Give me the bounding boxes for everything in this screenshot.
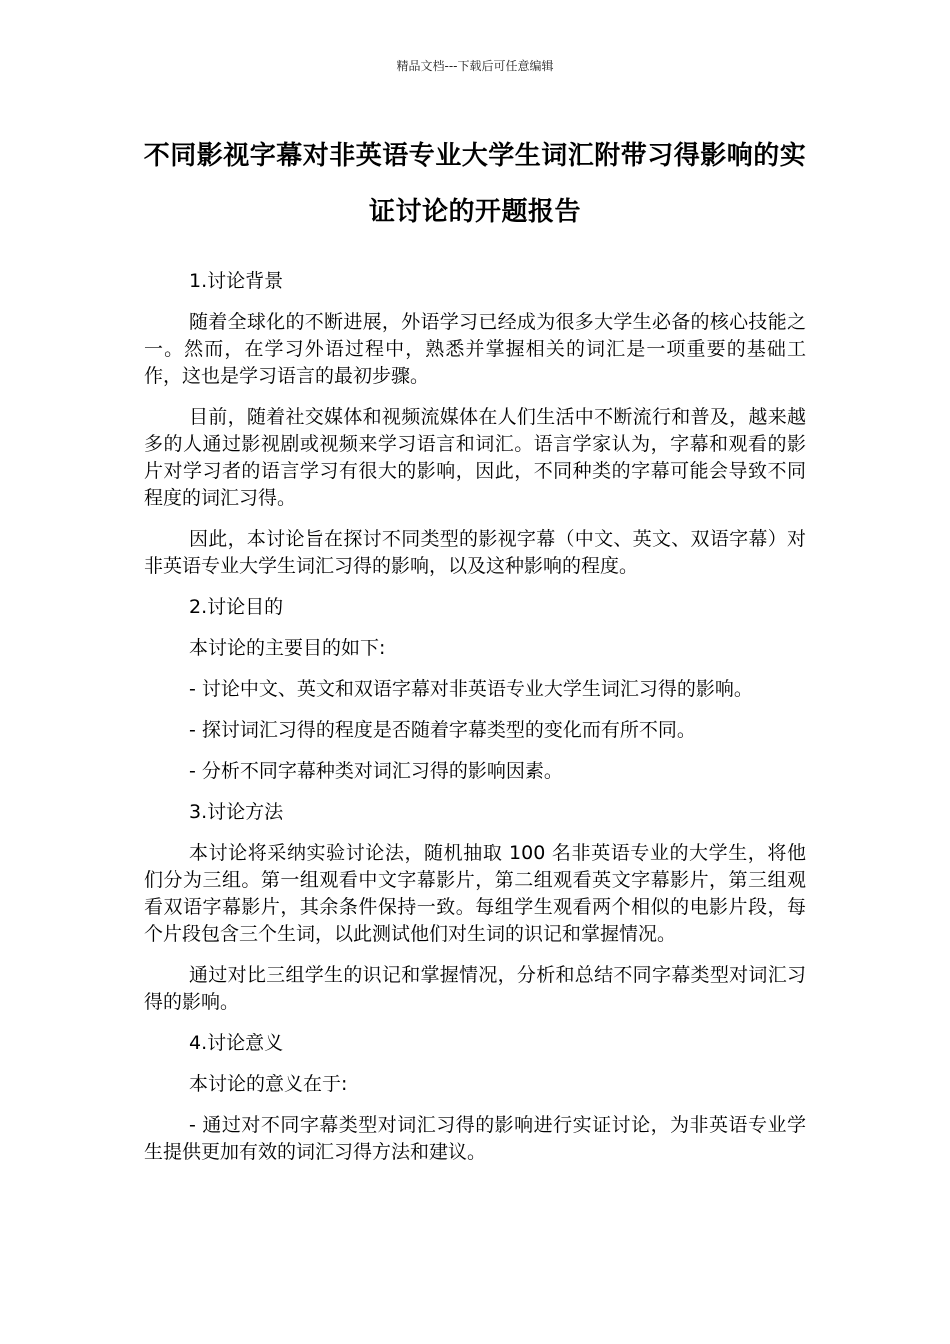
paragraph: 通过对比三组学生的识记和掌握情况，分析和总结不同字幕类型对词汇习得的影响。: [144, 964, 806, 1013]
list-item: - 通过对不同字幕类型对词汇习得的影响进行实证讨论，为非英语专业学生提供更加有效的词汇习得方法和建议。: [144, 1114, 806, 1163]
section-heading-significance: 4.讨论意义: [189, 1032, 284, 1054]
list-item: - 分析不同字幕种类对词汇习得的影响因素。: [189, 760, 563, 782]
section-heading-background: 1.讨论背景: [189, 270, 284, 292]
paragraph: 本讨论将采纳实验讨论法，随机抽取 100 名非英语专业的大学生，将他们分为三组。第一组观看中文字幕影片，第二组观看英文字幕影片，第三组观看双语字幕影片，其余条件保持一致。每组学生观看两个相似的电影片段，每个片段包含三个生词，以此测试他们对生词的识记和掌握情况。: [144, 842, 806, 945]
list-item: - 讨论中文、英文和双语字幕对非英语专业大学生词汇习得的影响。: [189, 678, 753, 700]
list-item: - 探讨词汇习得的程度是否随着字幕类型的变化而有所不同。: [189, 719, 696, 741]
section-heading-purpose: 2.讨论目的: [189, 596, 284, 618]
paragraph: 目前，随着社交媒体和视频流媒体在人们生活中不断流行和普及，越来越多的人通过影视剧或视频来学习语言和词汇。语言学家认为，字幕和观看的影片对学习者的语言学习有很大的影响，因此，不同种类的字幕可能会导致不同程度的词汇习得。: [144, 406, 806, 509]
header-note: 精品文档---下载后可任意编辑: [396, 59, 554, 73]
paragraph: 本讨论的意义在于:: [189, 1073, 348, 1095]
paragraph: 随着全球化的不断进展，外语学习已经成为很多大学生必备的核心技能之一。然而，在学习外语过程中，熟悉并掌握相关的词汇是一项重要的基础工作，这也是学习语言的最初步骤。: [144, 311, 806, 387]
section-heading-method: 3.讨论方法: [189, 801, 284, 823]
document-body: [144, 268, 806, 1180]
paragraph: 本讨论的主要目的如下:: [189, 637, 386, 659]
paragraph: 因此，本讨论旨在探讨不同类型的影视字幕（中文、英文、双语字幕）对非英语专业大学生词汇习得的影响，以及这种影响的程度。: [144, 528, 806, 577]
document-title: 不同影视字幕对非英语专业大学生词汇附带习得影响的实证讨论的开题报告: [143, 141, 807, 227]
